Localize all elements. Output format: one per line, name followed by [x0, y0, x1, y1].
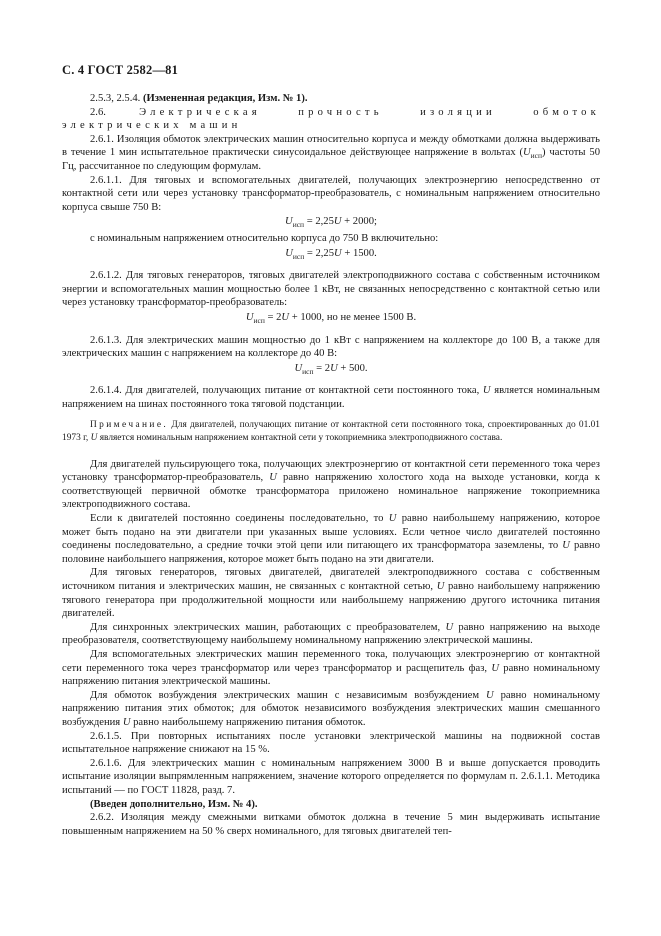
text-run: 2.6.1.4. Для двигателей, получающих питание от контактной сети постоянного тока,	[90, 385, 483, 397]
paragraph	[62, 648, 600, 689]
text-run: + 1500.	[341, 247, 377, 259]
text-run: (Введен дополнительно, Изм. № 4).	[90, 798, 258, 810]
text-run: равно наибольшему напряжению питания обмоток.	[130, 716, 366, 728]
text-run: 2.6.1.6. Для электрических машин с номинальным напряжением 3000 В и выше допускается проводить испытание изоляции выпрямленным напряжением, значение которого определяется по формулам п. 2.6.1.1. Методика испытаний — по ГОСТ 11828, разд. 7.	[62, 757, 600, 796]
text-run: Электрическая прочность изоляции обмоток электрических машин	[62, 106, 601, 132]
text-run: Для двигателей пульсирующего тока, получающих электроэнергию от контактной сети переменного тока через установку трансформатор-преобразователь,	[62, 458, 600, 484]
text-run: Для двигателей, получающих питание от контактной сети постоянного тока, спроектированных до 01.01 1973 г,	[62, 420, 600, 444]
text-run: равно наибольшему напряжению, которое может быть подано на эти двигатели при указанных выше условиях. Если четное число двигателей постоянно соединены последовательно, а средние точки этой цепи или питающего их трансформатора заземлены, то	[62, 513, 600, 552]
text-run: U	[281, 311, 290, 323]
text-run: равно номинальному напряжению питания электрической машины.	[62, 662, 601, 688]
text-run: + 2000;	[341, 216, 377, 228]
text-run: равно половине наибольшего напряжения, которое может быть подано на эти двигатели.	[62, 540, 600, 565]
paragraph	[62, 334, 600, 361]
text-run: U	[491, 662, 499, 674]
subscript: исп	[292, 220, 305, 230]
text-run: равно напряжению холостого хода на выходе установки, когда к соответствующей первичной обмотке трансформатора приложено номинальное напряжение токоприемника электроподвижного состава.	[62, 472, 600, 511]
text-run: равно напряжению на выходе преобразователя, соответствующему наибольшему номинальному напряжению электрической машины.	[62, 621, 600, 647]
text-run: (Измененная редакция, Изм. № 1).	[142, 93, 308, 104]
paragraph	[62, 232, 600, 246]
text-run: является номинальным напряжением контактной сети у токоприемника электроподвижного состава.	[97, 433, 503, 444]
text-run: U	[485, 689, 494, 701]
text-run: + 500.	[337, 362, 368, 374]
text-run: = 2,25	[304, 247, 335, 259]
text-run: равно наибольшему напряжению тягового генератора при продолжительной мощности или наибольшему напряжению другого источника питания двигателей.	[62, 581, 600, 620]
subscript: исп	[253, 315, 265, 325]
text-run: = 2	[264, 311, 282, 323]
text-run: U	[482, 385, 491, 397]
text-run: U	[436, 581, 445, 592]
text-run: + 1000, но не менее 1500 В.	[289, 311, 417, 323]
text-run: U	[269, 472, 277, 484]
paragraph	[62, 798, 600, 812]
paragraph	[62, 512, 600, 566]
text-run: U	[445, 621, 454, 633]
text-run: Для тяговых генераторов, тяговых двигателей, двигателей электроподвижного состава с собственным источником питания и электрических машин, не связанных с контактной сетью,	[62, 567, 600, 592]
subscript: исп	[292, 251, 305, 261]
paragraph	[62, 133, 600, 174]
paragraph	[62, 730, 600, 757]
formula	[62, 362, 600, 376]
formula	[62, 247, 600, 261]
subscript: исп	[302, 366, 314, 376]
paragraph	[62, 566, 600, 620]
text-run: = 2	[313, 362, 331, 374]
text-run: Для вспомогательных электрических машин переменного тока, получающих электроэнергию от контактной сети переменного тока через трансформатор или через трансформатор и расщепитель фаз,	[62, 648, 600, 674]
subscript: исп	[530, 151, 543, 161]
paragraph	[62, 689, 600, 730]
text-run: 2.6.1.5. При повторных испытаниях после установки электрической машины на подвижной состав испытательное напряжение снижают на 15 %.	[62, 730, 600, 756]
paragraph	[62, 269, 600, 310]
text-run: 2.6.2. Изоляция между смежными витками обмоток должна в течение 5 мин выдерживать испытание повышенным напряжением на 50 % сверх номинального, для тяговых двигателей теп-	[62, 812, 600, 837]
text-run: 2.6.1. Изоляция обмоток электрических машин относительно корпуса и между обмотками должна выдерживать в течение 1 мин испытательное практически синусоидальное действующее напряжение в вольтах (	[62, 133, 600, 159]
text-run: U	[122, 716, 131, 728]
text-run: 2.6.1.1. Для тяговых и вспомогательных двигателей, получающих электроэнергию непосредственно от контактной сети или через установку трансформатор-преобразователь, с номинальным напряжением относительно корпуса свыше 750 В:	[62, 174, 600, 213]
text-run: U	[285, 247, 293, 259]
formula	[62, 215, 600, 229]
page-header: С. 4 ГОСТ 2582—81	[62, 63, 179, 77]
paragraph	[62, 384, 600, 411]
text-run: 2.6.	[90, 106, 140, 118]
text-run: U	[562, 540, 570, 552]
text-run: ) частоты 50 Гц, рассчитанное по следующим формулам.	[62, 147, 600, 172]
text-run: U	[90, 433, 98, 444]
text-run: является номинальным напряжением на шинах постоянного тока тяговой подстанции.	[62, 385, 600, 410]
text-run: U	[523, 147, 531, 159]
text-run: 2.5.3, 2.5.4.	[90, 93, 143, 104]
text-run: U	[294, 362, 303, 374]
paragraph	[62, 174, 600, 215]
text-run: U	[388, 513, 397, 525]
text-run: Для синхронных электрических машин, работающих с преобразователем,	[90, 621, 446, 633]
text-run: U	[333, 216, 342, 228]
text-run: Если к двигателей постоянно соединены последовательно, то	[90, 513, 389, 525]
text-run: U	[330, 362, 338, 374]
text-run: = 2,25	[304, 216, 334, 228]
paragraph	[62, 106, 600, 133]
paragraph	[62, 811, 600, 838]
paragraph	[62, 757, 600, 798]
formula	[62, 311, 600, 325]
paragraph	[62, 458, 600, 512]
text-run: Примечание.	[90, 420, 169, 431]
text-run: U	[334, 247, 342, 259]
text-run: с номинальным напряжением относительно корпуса до 750 В включительно:	[90, 232, 439, 244]
text-run: Для обмоток возбуждения электрических машин с независимым возбуждением	[90, 689, 486, 701]
paragraph	[62, 92, 600, 106]
paragraph	[62, 621, 600, 648]
note-paragraph	[62, 419, 600, 444]
text-run: U	[285, 216, 293, 228]
document-body	[62, 92, 600, 838]
text-run: 2.6.1.2. Для тяговых генераторов, тяговых двигателей электроподвижного состава с собственным источником энергии и вспомогательных машин мощностью более 1 кВт, не связанных непосредственно с контактной сетью или через установку трансформатор-преобразователь:	[62, 270, 600, 309]
text-run: U	[245, 311, 254, 323]
text-run: 2.6.1.3. Для электрических машин мощностью до 1 кВт с напряжением на коллекторе до 100 В, а также для электрических машин с напряжением на коллекторе до 40 В:	[62, 334, 600, 360]
text-run: равно номинальному напряжению питания этих обмоток; для обмоток независимого возбуждения электрических машин смешанного возбуждения	[62, 689, 601, 728]
